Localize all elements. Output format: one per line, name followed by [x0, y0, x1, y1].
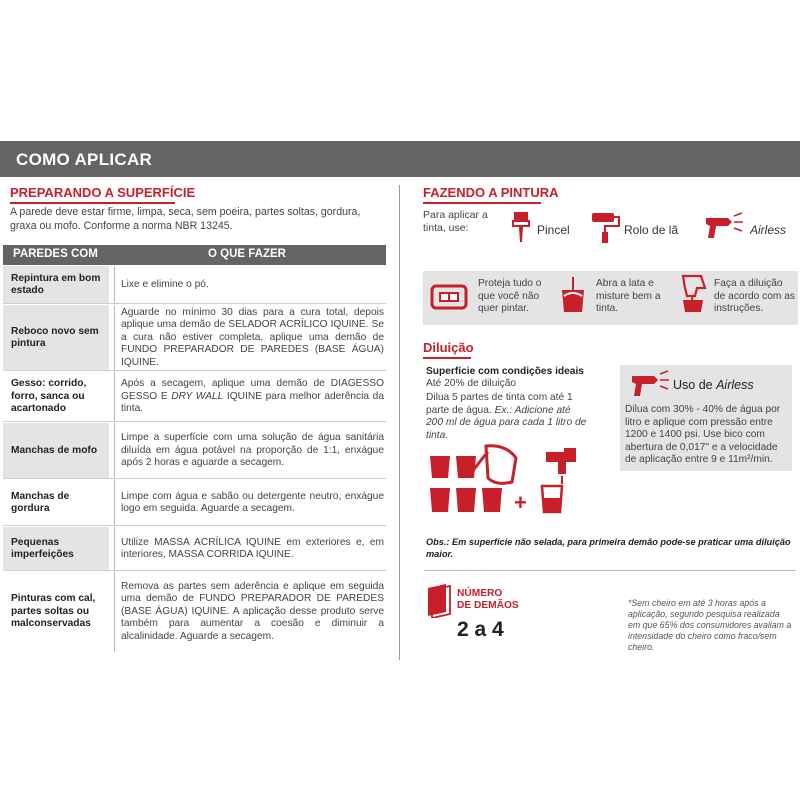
row-text: Limpe com água e sabão ou detergente neutro, enxágue logo em seguida. Aguarde a secagem. [121, 490, 384, 514]
airless-title: Uso de Airless [673, 378, 754, 392]
dilution-cups-icon [426, 442, 594, 518]
step-mix-text: Abra a lata e misture bem a tinta. [596, 278, 661, 314]
tool-label-airless: Airless [750, 223, 787, 237]
table-row [3, 527, 386, 571]
dilution-heading: Diluição [423, 340, 474, 355]
coats-label: NÚMERO DE DEMÃOS [457, 588, 519, 611]
surface-prep-heading: PREPARANDO A SUPERFÍCIE [10, 185, 195, 200]
table-header [3, 245, 386, 265]
row-label: Manchas de gordura [11, 490, 70, 514]
spray-gun-icon [628, 370, 670, 400]
ideal-title: Superfície com condições ideais [426, 366, 584, 377]
step-dilute-text: Faça a diluição de acordo com as instruções. [714, 278, 795, 314]
ideal-text: Dilua 5 partes de tinta com até 1 parte de água. Ex.: Adicione até 200 ml de água para cada 1 litro de tinta. [426, 392, 587, 441]
airless-text: Dilua com 30% - 40% de água por litro e aplique com pressão entre 1200 e 1400 psi. Use bico com abertura de 0,017" e a velocidade de aplicação entre 9 e 11m²/min. [625, 404, 781, 465]
row-label: Reboco novo sem pintura [3, 305, 109, 371]
col-header-walls: PAREDES COM [13, 248, 98, 260]
pour-dilution-icon [677, 274, 709, 314]
row-label: Gesso: corrido, forro, sanca ou acartonado [11, 378, 87, 415]
svg-text:+: + [514, 490, 527, 515]
coats-divider [424, 570, 796, 571]
row-text: Limpe a superfície com uma solução de água sanitária diluída em água potável na proporção de 1:1, enxágue após 2 horas e aguarde a secagem. [121, 432, 384, 469]
row-text: Lixe e elimine o pó. [121, 278, 209, 290]
tool-label-brush: Pincel [537, 223, 570, 237]
ideal-line: Até 20% de diluição [426, 378, 517, 389]
roller-icon [590, 210, 622, 244]
tape-icon [430, 283, 468, 311]
spray-gun-icon [702, 212, 744, 242]
row-text: Remova as partes sem aderência e aplique em seguida uma demão de FUNDO PREPARADOR DE PAREDES (BASE ÁGUA) IQUINE. A aplicação desse produto serve também para aumentar a coesão e diminuir a alcalinidade. Aguarde a secagem. [121, 580, 384, 642]
table-row [3, 572, 386, 652]
col-header-action: O QUE FAZER [208, 248, 286, 260]
surface-intro-text: A parede deve estar firme, limpa, seca, sem poeira, partes soltas, gordura, graxa ou mofo. Conforme a norma NBR 13245. [10, 206, 361, 232]
layers-icon [426, 582, 454, 618]
table-row [3, 372, 386, 422]
row-label: Pequenas imperfeições [3, 527, 109, 571]
row-text: Após a secagem, aplique uma demão de DIAGESSO GESSO E DRY WALL IQUINE para melhor aderência da tinta. [121, 378, 384, 415]
tool-label-roller: Rolo de lã [624, 223, 679, 237]
section-title-band [0, 141, 800, 177]
table-row [3, 266, 386, 304]
brush-icon [510, 210, 534, 244]
coats-value: 2 a 4 [457, 618, 504, 641]
table-row [3, 305, 386, 371]
paint-can-icon [558, 276, 588, 314]
table-row [3, 480, 386, 526]
table-row [3, 423, 386, 479]
dilution-obs: Obs.: Em superfície não selada, para primeira demão pode-se praticar uma diluição maior. [426, 537, 791, 559]
column-divider [399, 185, 400, 660]
row-label: Pinturas com cal, partes soltas ou malconservadas [11, 593, 96, 630]
row-label: Manchas de mofo [3, 423, 109, 479]
apply-intro-text: Para aplicar a tinta, use: [423, 209, 488, 234]
row-text: Aguarde no mínimo 30 dias para a cura total, depois aplique uma demão de SELADOR ACRÍLICO IQUINE. Se a cura não estiver completa, aplique uma demão de FUNDO PREPARADOR DE PAREDES (BASE ÁGUA) IQUINE. [121, 306, 384, 368]
step-protect-text: Proteja tudo o que você não quer pintar. [478, 278, 542, 314]
row-text: Utilize MASSA ACRÍLICA IQUINE em exteriores e, em interiores, MASSA CORRIDA IQUINE. [121, 536, 384, 560]
section-title: COMO APLICAR [16, 150, 153, 169]
painting-heading: FAZENDO A PINTURA [423, 185, 559, 200]
odor-note: *Sem cheiro em até 3 horas após a aplicação, segundo pesquisa realizada em que 65% dos consumidores avaliam a intensidade do cheiro como fraco/sem cheiro. [628, 598, 792, 652]
row-label: Repintura em bom estado [3, 266, 109, 304]
